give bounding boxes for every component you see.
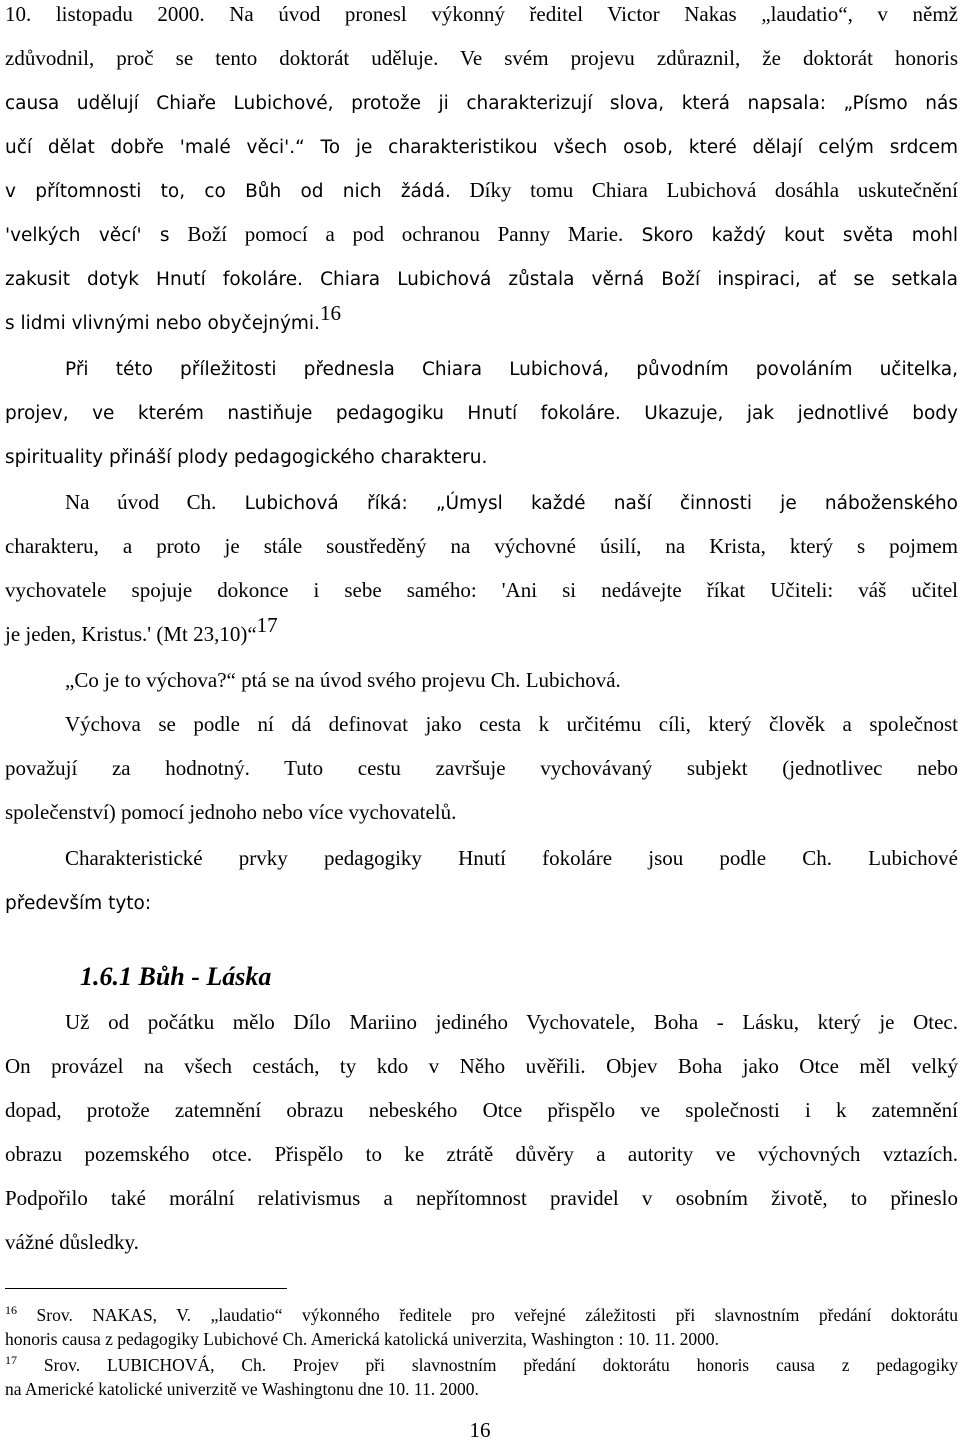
text-line [65,1008,958,1036]
footnote-number: 16 [5,1303,17,1317]
text-line [5,44,958,72]
text-line [5,1228,139,1256]
text-line [5,176,958,204]
section-heading: 1.6.1 Bůh - Láska [80,962,272,991]
text-span: s lidmi vlivnými nebo obyčejnými. [5,313,320,334]
footnote-17-cont [5,1378,479,1400]
footnote-ref-17[interactable]: 17 [256,613,278,637]
text-span: učí dělat dobře 'malé věci'.“ [5,137,305,158]
text-line [5,1096,958,1124]
text-span: je jeden, Kristus.' (Mt 23,10)“ [5,622,257,646]
text-line [5,398,958,426]
text-line [5,888,151,916]
text-line [5,301,341,336]
text-span: Boží pomocí a pod ochranou Panny Marie. [169,222,624,246]
text-line [5,264,958,292]
text-line [5,576,958,604]
footnote-16-cont [5,1328,719,1350]
text-span: zdůvodnil, proč se tento doktorát uděluje. Ve svém projevu zdůraznil, že doktorát honoris [5,46,958,70]
footnote-text: Srov. NAKAS, V. „laudatio“ výkonného ředitele pro veřejné záležitosti při slavnostním předání doktorátu [17,1305,958,1325]
text-span: obrazu pozemského otce. Přispělo to ke ztrátě důvěry a autority ve výchovných vztazích. [5,1142,958,1166]
text-span: Podpořilo také morální relativismus a nepřítomnost pravidel v osobním životě, to přineslo [5,1186,958,1210]
text-line [5,532,958,560]
text-span: To je charakteristikou všech osob, které dělají celým srdcem [304,137,958,158]
text-span: Už od počátku mělo Dílo Mariino jediného Vychovatele, Boha - Lásku, který je Otec. [65,1010,958,1034]
text-span: charakteru, a proto je stále soustředěný na výchovné úsilí, na Krista, který s pojmem [5,534,958,558]
footnote-separator [5,1288,287,1289]
footnote-text: honoris causa z pedagogiky Lubichové Ch. Americká katolická univerzita, Washington : 10. 11. 2000. [5,1329,719,1349]
text-line [5,1052,958,1080]
text-line [5,1140,958,1168]
text-line [65,666,621,694]
text-line [65,488,958,516]
text-span: 10. listopadu 2000. Na úvod pronesl výkonný ředitel Victor Nakas „laudatio“, v němž [5,2,958,26]
text-span: dopad, protože zatemnění obrazu nebeského Otce přispělo ve společnosti i k zatemnění [5,1098,958,1122]
text-line [65,844,958,872]
text-span: Výchova se podle ní dá definovat jako cesta k určitému cíli, který člověk a společnost [65,712,958,736]
text-span: On provázel na všech cestách, ty kdo v Něho uvěřili. Objev Boha jako Otce měl velký [5,1054,958,1078]
text-span: vychovatele spojuje dokonce i sebe samého: 'Ani si nedávejte říkat Učiteli: váš učitel [5,578,958,602]
text-line [5,1184,958,1212]
text-span: Lubichová říká: „Úmysl každé naší činnosti je náboženského [216,493,958,514]
text-span: Při této příležitosti přednesla Chiara Lubichová, původním povoláním učitelka, [65,359,958,380]
text-span: causa udělují Chiaře Lubichové, protože ji charakterizují slova, která napsala: „Písmo nás [5,93,958,114]
text-line [5,88,958,116]
text-line [5,0,958,28]
text-line [5,754,958,782]
text-span: spirituality přináší plody pedagogického charakteru. [5,447,488,468]
footnote-ref-16[interactable]: 16 [319,301,341,325]
text-line [5,220,958,248]
text-line [65,710,958,738]
text-span: především tyto: [5,893,152,914]
text-span: zakusit dotyk Hnutí fokoláre. [5,269,304,290]
text-span: v přítomnosti to, co Bůh od nich žádá. [5,181,451,202]
footnote-text: Srov. LUBICHOVÁ, Ch. Projev při slavnostním předání doktorátu honoris causa z pedagogiky [17,1355,958,1375]
text-line [5,442,487,470]
text-span: Chiara Lubichová zůstala věrná Boží inspiraci, ať se setkala [303,269,959,290]
footnote-17 [5,1354,958,1376]
text-span: společenství) pomocí jednoho nebo více vychovatelů. [5,800,457,824]
text-span: projev, ve kterém nastiňuje pedagogiku Hnutí fokoláre. [5,403,621,424]
text-span: považují za hodnotný. Tuto cestu završuje vychovávaný subjekt (jednotlivec nebo [5,756,958,780]
text-line [65,354,958,382]
text-span: 'velkých věcí' s [5,225,170,246]
text-span: Na úvod Ch. [65,490,217,514]
text-span: Skoro každý kout světa mohl [623,225,958,246]
text-span: Charakteristické prvky pedagogiky Hnutí fokoláre jsou podle Ch. Lubichové [65,846,958,870]
text-line [5,613,278,648]
footnote-text: na Americké katolické univerzitě ve Washingtonu dne 10. 11. 2000. [5,1379,479,1399]
text-span: Ukazuje, jak jednotlivé body [620,403,958,424]
text-line [5,132,958,160]
text-span: Díky tomu Chiara Lubichová dosáhla uskutečnění [450,178,959,202]
footnote-number: 17 [5,1353,17,1367]
page-number: 16 [469,1418,491,1442]
text-span: vážné důsledky. [5,1230,139,1254]
footnote-16 [5,1304,958,1326]
text-line [5,798,456,826]
text-span: „Co je to výchova?“ ptá se na úvod svého projevu Ch. Lubichová. [65,668,621,692]
